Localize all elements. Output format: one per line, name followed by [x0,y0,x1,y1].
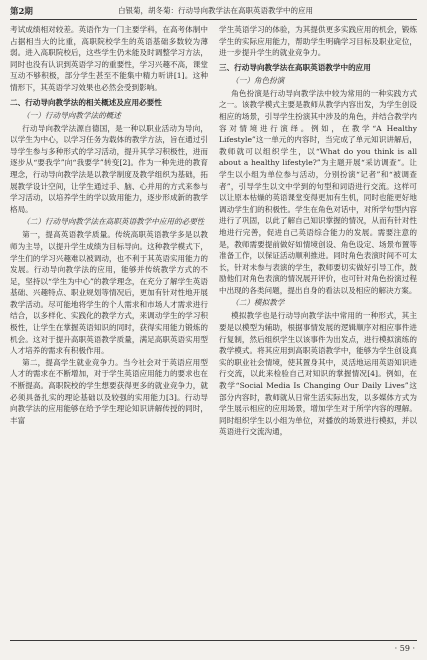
section-heading: 二、行动导向教学法的相关概述及应用必要性 [10,97,162,107]
header-rule [10,19,417,20]
issue-label: 第2期 [10,7,33,17]
subsection-heading: （一）角色扮演 [231,75,285,85]
paragraph: 学生英语学习的体验，为其提供更多实践应用的机会，锻炼学生的实际应用能力，帮助学生明确学习目标及职业定位，进一步提升学生的就业竞争力。 [219,25,417,58]
paragraph: 行动导向教学法源自德国，是一种以职业活动为导向，以学生为中心，以学习任务为载体的教学方法，旨在通过引导学生参与多种形式的学习活动，提升其学习积极性，进而逐步从“要我学”向“我要学”转变[2]。作为一种先进的教育理念，行动导向教学法是以教学制度及教学组织为基础，拓展教学设计空间，让学生通过手、脑、心并用的方式来参与学习活动，以培养学生的学以致用能力，逐步形成新的教学格局。 [10,123,208,214]
paragraph: 考试成绩相对较差。英语作为一门主要学科，在高考体制中占据相当大的比重，高职院校学生的英语基础多数较为薄弱。进入高职院校后，这些学生仍未能及时调整学习方法，同时也没有认识到英语学习的重要性，学习兴趣不高，课堂互动不够积极，部分学生甚至不能集中精力听讲[1]。这种情形下，其英语学习效果也必然会受到影响。 [10,25,208,92]
paragraph: 第二，提高学生就业竞争力。当今社会对于英语应用型人才的需求在不断增加，对于学生英语应用能力的要求也在不断提高。高职院校的学生想要获得更多的就业竞争力，就必须具备扎实的理论基础以及较强的实用能力[3]。行动导向教学法的应用能够在给予学生理论知识讲解传授的同时，丰富 [10,357,208,425]
paragraph: 模拟教学也是行动导向教学法中常用的一种形式，其主要是以模型为辅助，根据事情发展的逻辑顺序对相应事件进行复制，然后组织学生以该事件为出发点，进行模拟演练的教学模式。将其应用到高职英语教学中，能够为学生创设真实的职业社会情境，使其置身其中，灵活地运用英语知识进行交流，以此来检验自己对知识的掌握情况[4]。例如，在教学“Social Media Is Changing Our Daily Lives”这部分内容时，教师就从日常生活实际出发，以多媒体方式为学生展示相应的应用场景，增加学生对于所学内容的理解。同时组织学生以小组为单位，对播放的场景进行模拟，并以英语进行交流沟通， [219,311,417,437]
left-column [10,24,208,632]
paragraph: 第一，提高英语教学质量。传统高职英语教学多是以教师为主导，以提升学生成绩为目标导向。这种教学模式下，学生们的学习兴趣难以被调动，也不利于其英语实用能力的发展。行动导向教学法的应用，能够并传统教学方式的不足，坚持以“学生为中心”的教学理念，在充分了解学生英语基础、兴趣特点、职业规划等情况后，更加有针对性地开展教学活动。尽可能地将学生的个人需求和市场人才需求进行结合，以多样化、实践化的教学方式，来调动学生的学习积极性，让学生在掌握英语知识的同时，获得实用能力锻炼的机会。这对于提升高职英语教学质量，满足高职英语实用型人才培养的需求有积极作用。 [10,230,208,356]
section-heading: 三、行动导向教学法在高职英语教学中的应用 [219,62,371,72]
paragraph: 角色扮演是行动导向教学法中较为常用的一种实践方式之一。该教学模式主要是教师从教学内容出发，为学生创设相应的场景，引导学生扮演其中涉及的角色，并结合教学内容对情境进行演绎。例如，在教学“A Healthy Lifestyle”这一单元的内容时，当完成了单元知识讲解后，教师就可以组织学生，以“What do you think is all about a healthy lifestyle?”为主题开展“采访调查”。让学生以小组为单位参与活动，分别扮演“记者”和“被调查者”，引导学生以文中学到的句型和词语进行交流。这样可以让原本枯燥的英语课堂变得更加有生机，同时也能更好地调动学生们的积极性。学生在角色对话中，对所学句型内容进行了巩固，以此了解自己知识掌握的情况，从而有针对性地进行完善，促进自己英语综合能力的发展。需要注意的是，教师需要提前做好如情境创设、角色设定、场景布置等准备工作，以保证活动顺利推进。同时角色表演时间不可太长，针对未参与表演的学生，教师要切实做好引导工作，鼓励他们对角色表演的情况展开评价，也可针对角色扮演过程中出现的各类问题，提出自身的看法以及相应的解决方案。 [219,88,417,295]
running-title: 白银菊，胡冬菊：行动导向教学法在高职英语教学中的应用 [118,6,313,15]
subsection-heading: （二）模拟教学 [231,298,285,308]
right-column [219,24,417,632]
page-number: · 59 · [394,644,415,653]
subsection-heading: （二）行动导向教学法在高职英语教学中应用的必要性 [22,217,205,227]
subsection-heading: （一）行动导向教学法的概述 [22,110,121,120]
page-header [0,0,427,22]
footer-rule [10,640,417,641]
